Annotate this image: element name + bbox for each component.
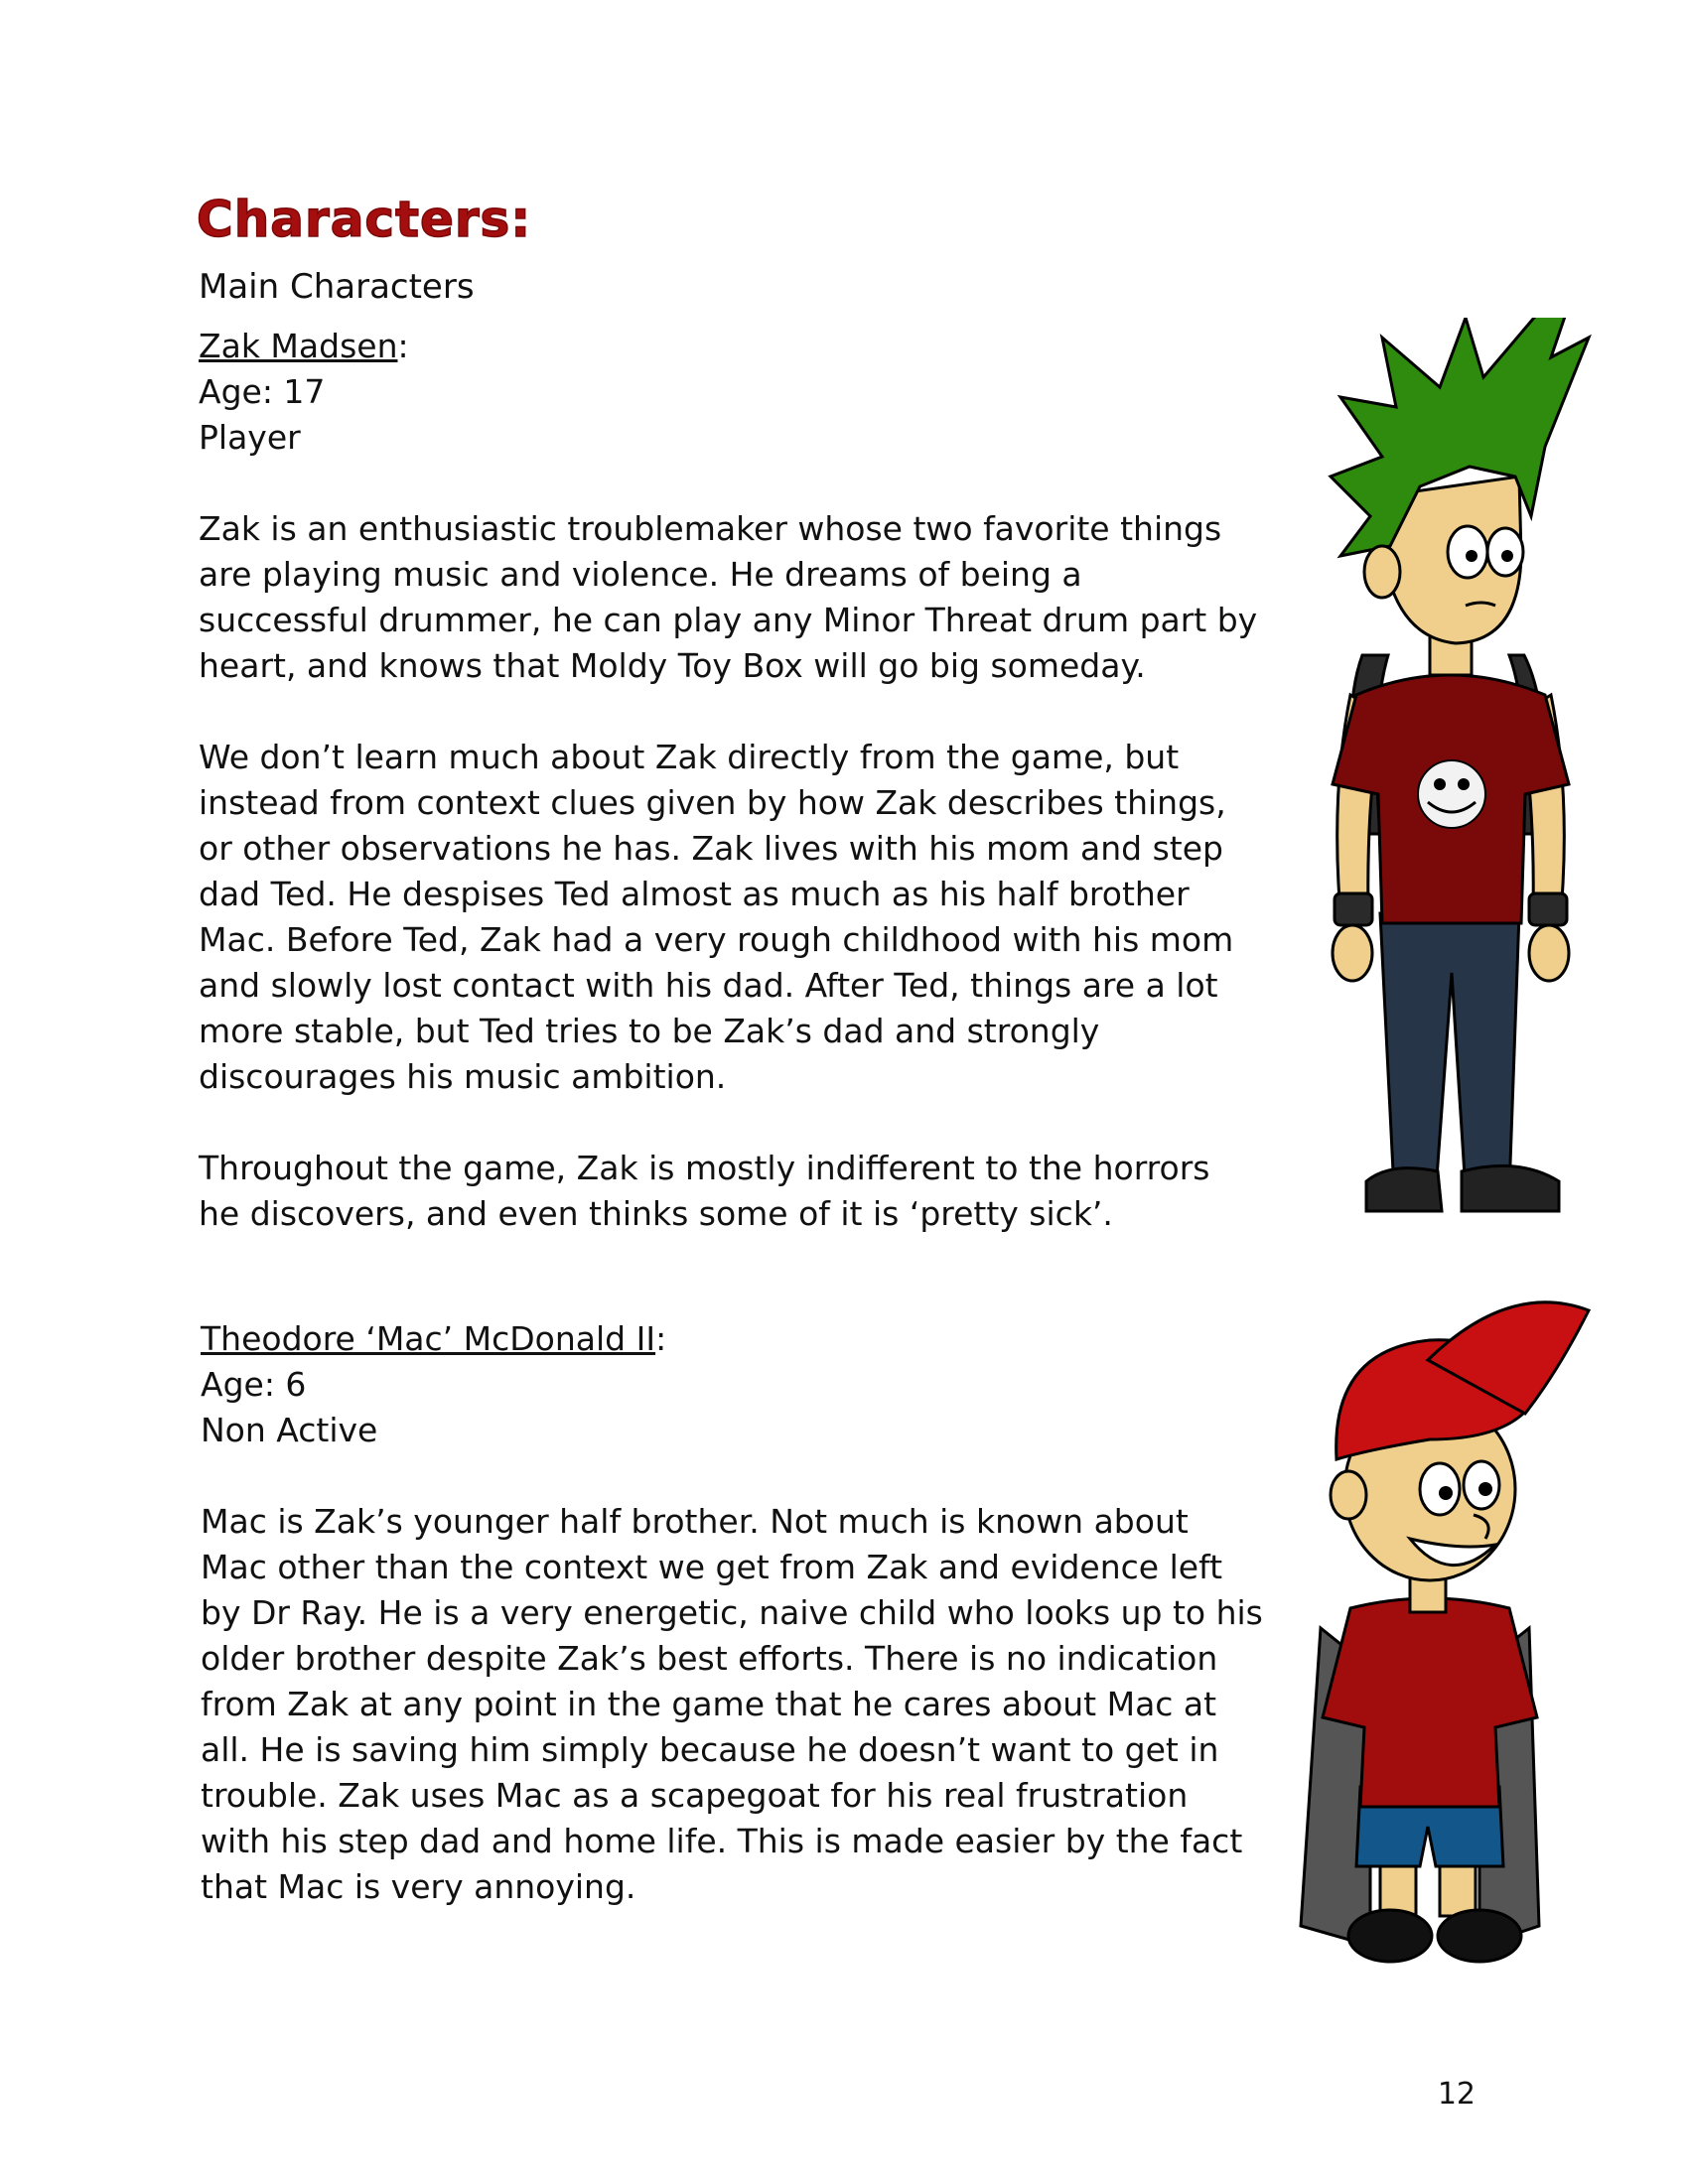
character-name: Zak Madsen bbox=[199, 327, 398, 365]
character-entry-mac bbox=[201, 1316, 1263, 1910]
character-description: Throughout the game, Zak is mostly indifferent to the horrors he discovers, and even thinks some of it is ‘pretty sick’. bbox=[199, 1149, 1210, 1233]
zak-illustration bbox=[1271, 318, 1628, 1231]
page-number: 12 bbox=[1437, 2077, 1476, 2112]
character-name-line: Zak Madsen: bbox=[199, 327, 409, 365]
character-description: Zak is an enthusiastic troublemaker whose two favorite things are playing music and violence. He dreams of being a successful drummer, he can play any Minor Threat drum part by heart, and knows that Moldy Toy Box will go big someday. bbox=[199, 509, 1258, 685]
character-role: Non Active bbox=[201, 1411, 378, 1449]
mac-illustration bbox=[1261, 1291, 1599, 1985]
character-name: Theodore ‘Mac’ McDonald II bbox=[201, 1319, 656, 1358]
character-description: We don’t learn much about Zak directly from the game, but instead from context clues given by how Zak describes things, or other observations he has. Zak lives with his mom and step dad Ted. He despises Ted almost as much as his half brother Mac. Before Ted, Zak had a very rough childhood with his mom and slowly lost contact with his dad. After Ted, things are a lot more stable, but Ted tries to be Zak’s dad and strongly discourages his music ambition. bbox=[199, 738, 1234, 1096]
character-age: Age: 17 bbox=[199, 372, 326, 411]
character-name-line: Theodore ‘Mac’ McDonald II: bbox=[201, 1319, 667, 1358]
character-entry-zak bbox=[199, 324, 1261, 1237]
section-heading: Characters: bbox=[197, 191, 532, 248]
character-age: Age: 6 bbox=[201, 1365, 307, 1404]
section-subheading: Main Characters bbox=[199, 267, 475, 307]
character-description: Mac is Zak’s younger half brother. Not much is known about Mac other than the context we get from Zak and evidence left by Dr Ray. He is a very energetic, naive child who looks up to his older brother despite Zak’s best efforts. There is no indication from Zak at any point in the game that he cares about Mac at all. He is saving him simply because he doesn’t want to get in trouble. Zak uses Mac as a scapegoat for his real frustration with his step dad and home life. This is made easier by the fact that Mac is very annoying. bbox=[201, 1502, 1263, 1906]
character-role: Player bbox=[199, 418, 301, 457]
